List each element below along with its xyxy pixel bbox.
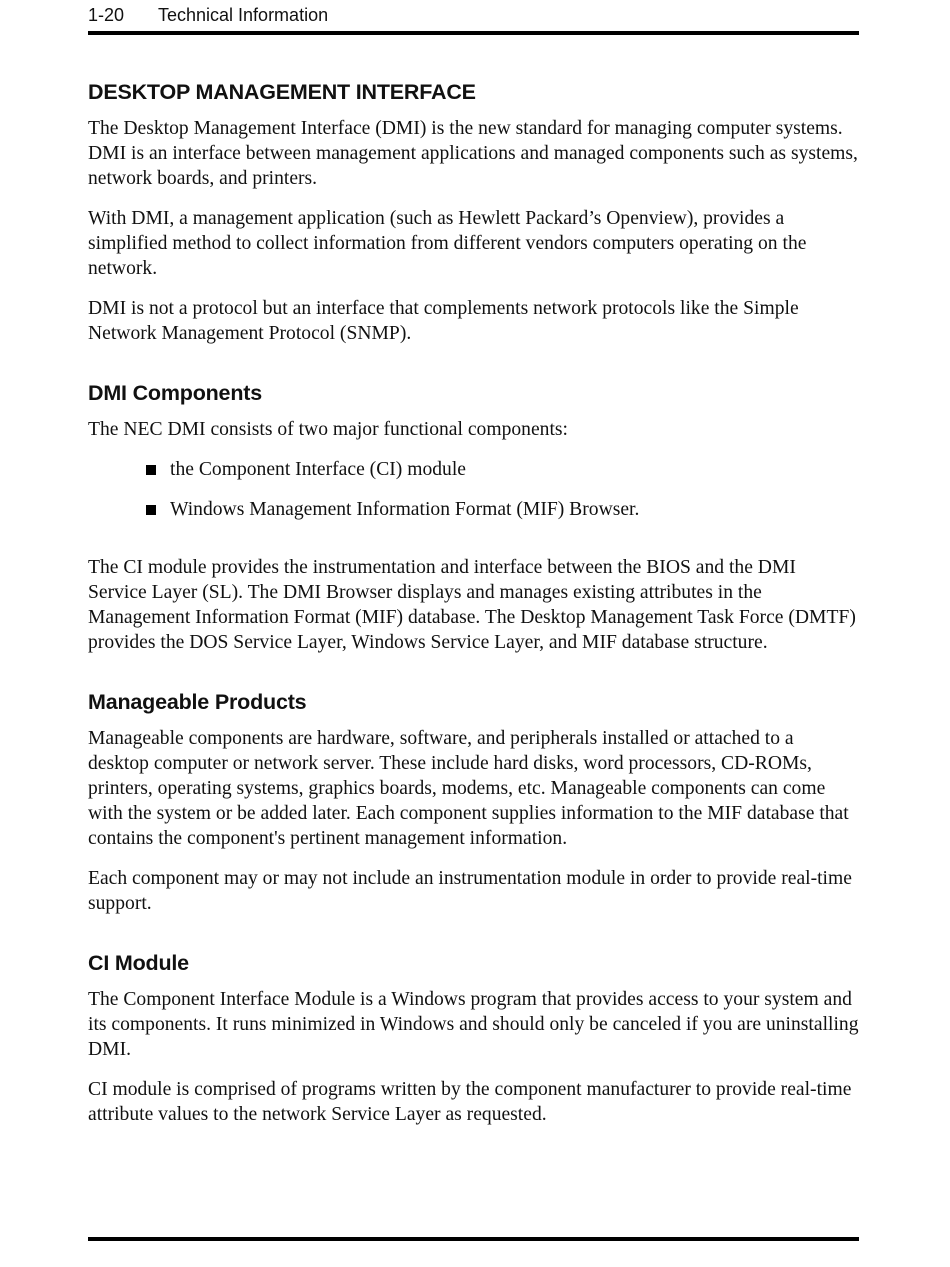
square-bullet-icon xyxy=(146,465,156,475)
components-paragraph: The CI module provides the instrumentation and interface between the BIOS and the DMI Service Layer (SL). The DMI Browser displays and manages existing attributes in the Management Information Format (MIF) database. The Desktop Management Task Force (DMTF) provides the DOS Service Layer, Windows Service Layer, and MIF database structure. xyxy=(88,557,856,653)
chapter-title: Technical Information xyxy=(158,5,329,25)
dmi-paragraph-1: The Desktop Management Interface (DMI) is the new standard for managing computer systems. DMI is an interface between management applications and managed components such as systems, network boards, and printers. xyxy=(88,118,858,189)
section-heading-dmi-components: DMI Components xyxy=(88,381,262,405)
ci-module-paragraph-1: The Component Interface Module is a Windows program that provides access to your system and its components. It runs minimized in Windows and should only be canceled if you are uninstalling DMI. xyxy=(88,989,859,1060)
document-page xyxy=(88,0,859,1267)
header-rule xyxy=(88,31,859,35)
page-number: 1-20 xyxy=(88,5,125,25)
section-heading-manageable-products: Manageable Products xyxy=(88,690,307,714)
list-item-text: the Component Interface (CI) module xyxy=(170,459,466,480)
dmi-paragraph-3: DMI is not a protocol but an interface that complements network protocols like the Simple Network Management Protocol (SNMP). xyxy=(88,298,799,344)
manageable-paragraph-2: Each component may or may not include an instrumentation module in order to provide real-time support. xyxy=(88,868,852,914)
running-header xyxy=(88,4,328,26)
components-bullet-list xyxy=(88,457,859,522)
list-item-text: Windows Management Information Format (MIF) Browser. xyxy=(170,499,640,520)
section-heading-dmi: DESKTOP MANAGEMENT INTERFACE xyxy=(88,80,476,104)
ci-module-paragraph-2: CI module is comprised of programs written by the component manufacturer to provide real-time attribute values to the network Service Layer as requested. xyxy=(88,1079,852,1125)
section-heading-ci-module: CI Module xyxy=(88,951,189,975)
footer-rule xyxy=(88,1237,859,1241)
dmi-paragraph-2: With DMI, a management application (such as Hewlett Packard’s Openview), provides a simplified method to collect information from different vendors computers operating on the network. xyxy=(88,208,807,279)
square-bullet-icon xyxy=(146,505,156,515)
list-item xyxy=(146,497,859,522)
list-item xyxy=(146,457,859,482)
page-content xyxy=(88,78,859,1142)
manageable-paragraph-1: Manageable components are hardware, software, and peripherals installed or attached to a desktop computer or network server. These include hard disks, word processors, CD-ROMs, printers, operating systems, graphics boards, modems, etc. Manageable components can come with the system or be added later. Each component supplies information to the MIF database that contains the component's pertinent management information. xyxy=(88,728,849,849)
components-intro: The NEC DMI consists of two major functional components: xyxy=(88,419,568,440)
